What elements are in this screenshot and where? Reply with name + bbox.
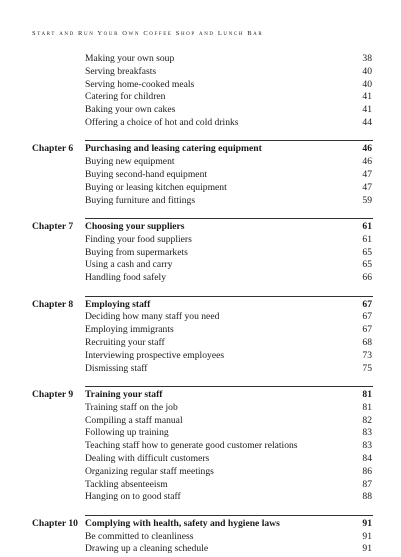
page-number: 84 [362, 453, 372, 464]
chapter-heading [0, 142, 401, 155]
section-title: Offering a choice of hot and cold drinks [85, 117, 239, 128]
chapter-number: Chapter 10 [32, 517, 78, 529]
section-title: Be committed to cleanliness [85, 530, 194, 542]
page-number: 83 [362, 427, 372, 439]
chapter-number: Chapter 6 [32, 143, 74, 155]
toc-entry [0, 542, 401, 555]
page-number: 44 [362, 117, 372, 128]
page-number: 68 [362, 337, 372, 348]
section-title: Organizing regular staff meetings [85, 465, 214, 477]
running-header: Start and Run Your Own Coffee Shop and Lunch Bar [32, 30, 264, 37]
page-number: 67 [362, 298, 372, 310]
section-title: Buying from supermarkets [85, 246, 188, 258]
chapter-title: Purchasing and leasing catering equipment [85, 143, 262, 155]
section-title: Compiling a staff manual [85, 414, 183, 426]
page-number: 91 [362, 530, 372, 542]
section-title: Buying or leasing kitchen equipment [85, 181, 227, 193]
toc-entry [0, 258, 401, 271]
toc-entry [0, 336, 401, 349]
chapter-divider [85, 218, 373, 219]
toc-entry [0, 478, 401, 491]
section-title: Training staff on the job [85, 401, 178, 413]
page-number: 81 [362, 401, 372, 413]
chapter-divider [85, 386, 373, 387]
page-number: 61 [362, 233, 372, 245]
page-number: 47 [362, 169, 372, 180]
toc-entry [0, 401, 401, 414]
page-number: 91 [362, 517, 372, 529]
chapter-divider [85, 515, 373, 516]
page-number: 59 [362, 194, 372, 206]
chapter-title: Complying with health, safety and hygiene laws [85, 517, 280, 529]
page-number: 87 [362, 478, 372, 490]
toc-entry [0, 181, 401, 194]
toc-entry [0, 323, 401, 336]
toc-entry [0, 116, 401, 129]
toc-entry [0, 103, 401, 116]
section-title: Hanging on to good staff [85, 491, 181, 503]
section-title: Using a cash and carry [85, 259, 173, 271]
toc-entry [0, 349, 401, 362]
page-number: 67 [362, 324, 372, 336]
toc-entry [0, 271, 401, 284]
toc-entry [0, 90, 401, 103]
section-title: Employing immigrants [85, 324, 174, 336]
page-number: 65 [362, 246, 372, 258]
toc-entry [0, 490, 401, 503]
section-title: Making your own soup [85, 53, 175, 64]
chapter-number: Chapter 9 [32, 389, 74, 400]
section-title: Serving home-cooked meals [85, 78, 195, 90]
page-number: 65 [362, 259, 372, 271]
page-number: 46 [362, 143, 372, 155]
page-number: 66 [362, 272, 372, 284]
chapter-heading [0, 220, 401, 233]
page-number: 88 [362, 491, 372, 503]
chapter-number: Chapter 8 [32, 298, 74, 310]
page-number: 41 [362, 104, 372, 116]
toc-entry [0, 78, 401, 91]
page-number: 40 [362, 78, 372, 90]
section-title: Drawing up a cleaning schedule [85, 543, 209, 555]
chapter-heading [0, 388, 401, 401]
chapter-title: Choosing your suppliers [85, 221, 185, 232]
section-title: Buying new equipment [85, 156, 175, 168]
page-number: 46 [362, 156, 372, 168]
page-number: 67 [362, 311, 372, 323]
chapter-heading [0, 298, 401, 311]
toc-entry [0, 194, 401, 207]
toc-entry [0, 310, 401, 323]
page-number: 82 [362, 414, 372, 426]
page-number: 75 [362, 362, 372, 374]
toc-entry [0, 233, 401, 246]
page-number: 61 [362, 221, 372, 232]
toc-entry [0, 362, 401, 375]
chapter-divider [85, 140, 373, 141]
section-title: Deciding how many staff you need [85, 311, 220, 323]
section-title: Tackling absenteeism [85, 478, 168, 490]
toc-entry [0, 155, 401, 168]
section-title: Following up training [85, 427, 169, 439]
section-title: Dismissing staff [85, 362, 148, 374]
toc-entry [0, 530, 401, 543]
page-number: 91 [362, 543, 372, 555]
chapter-number: Chapter 7 [32, 221, 74, 232]
page-number: 40 [362, 65, 372, 77]
page-number: 86 [362, 465, 372, 477]
section-title: Dealing with difficult customers [85, 453, 210, 464]
section-title: Recruiting your staff [85, 337, 165, 348]
toc-entry [0, 414, 401, 427]
section-title: Handling food safely [85, 272, 166, 284]
toc-entry [0, 65, 401, 78]
toc-entry [0, 168, 401, 181]
toc-entry [0, 426, 401, 439]
page-number: 73 [362, 349, 372, 361]
section-title: Interviewing prospective employees [85, 349, 225, 361]
chapter-heading [0, 517, 401, 530]
section-title: Teaching staff how to generate good customer relations [85, 440, 298, 452]
toc-entry [0, 439, 401, 452]
chapter-title: Employing staff [85, 298, 151, 310]
chapter-divider [85, 296, 373, 297]
page-number: 38 [362, 53, 372, 64]
page-number: 47 [362, 181, 372, 193]
page-number: 83 [362, 440, 372, 452]
section-title: Baking your own cakes [85, 104, 176, 116]
toc-entry [0, 452, 401, 465]
toc-entry [0, 465, 401, 478]
section-title: Serving breakfasts [85, 65, 157, 77]
section-title: Finding your food suppliers [85, 233, 192, 245]
toc-entry [0, 52, 401, 65]
page-number: 81 [362, 389, 372, 400]
page-number: 41 [362, 91, 372, 103]
section-title: Buying second-hand equipment [85, 169, 208, 180]
section-title: Buying furniture and fittings [85, 194, 196, 206]
toc-entry [0, 246, 401, 259]
chapter-title: Training your staff [85, 389, 163, 400]
section-title: Catering for children [85, 91, 166, 103]
